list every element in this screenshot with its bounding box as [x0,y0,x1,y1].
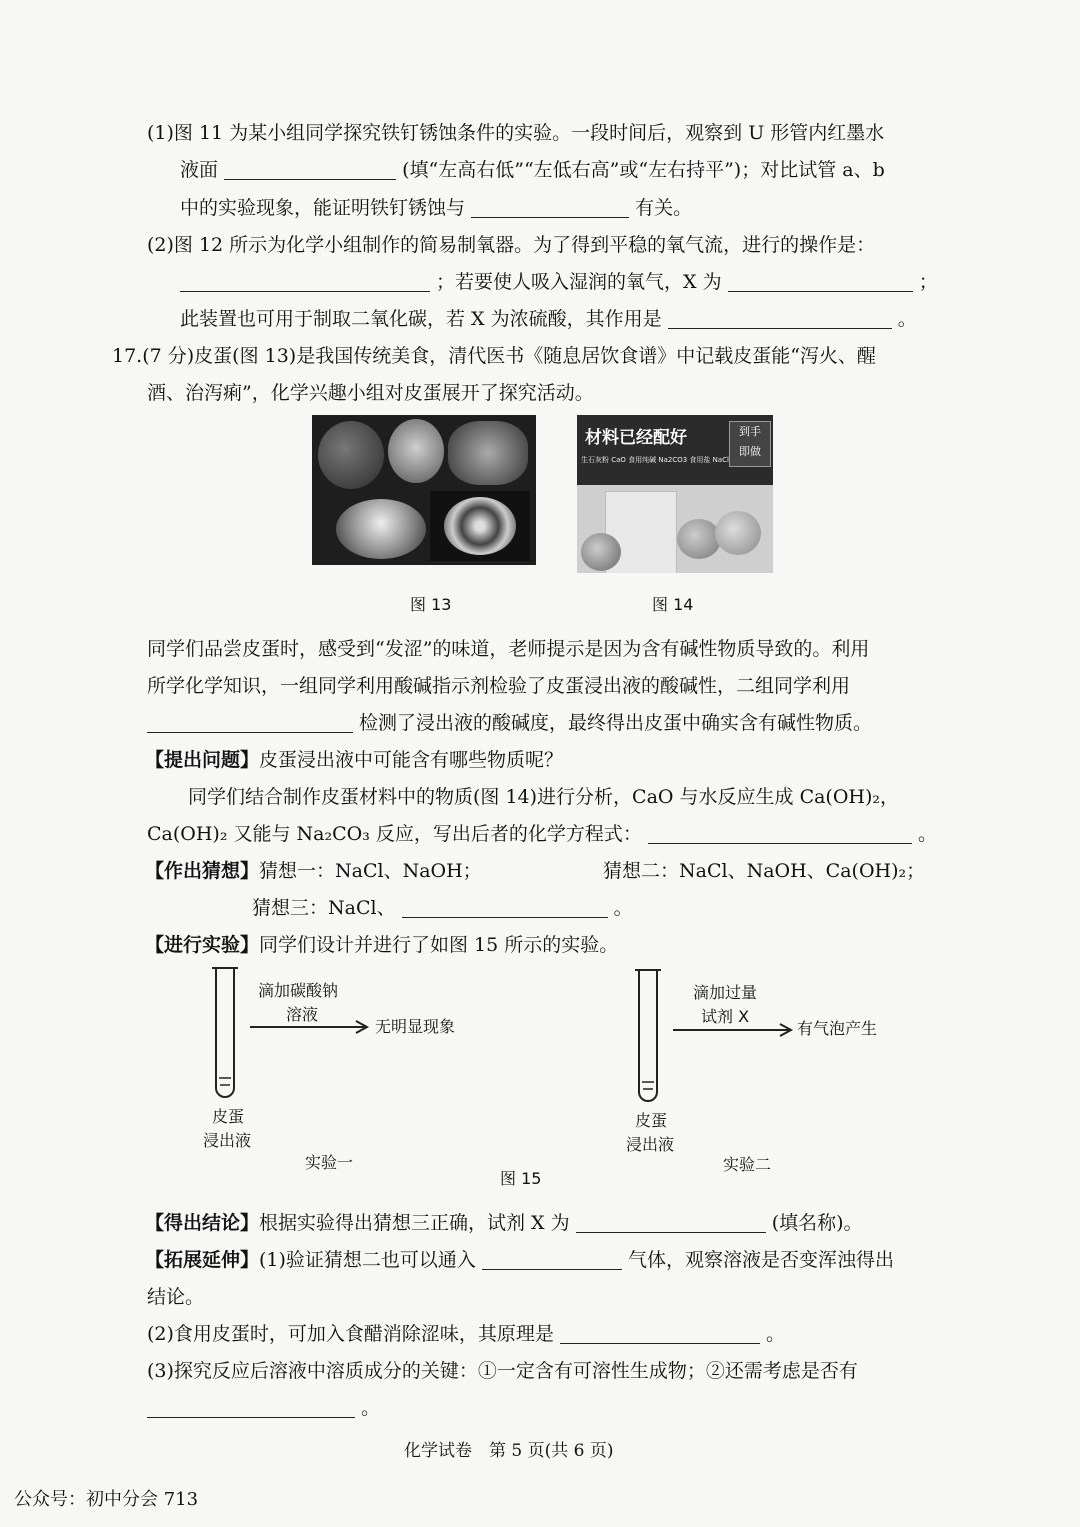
q17-question-text: 皮蛋浸出液中可能含有哪些物质呢？ [259,749,564,771]
q16-part2-text2: 此装置也可用于制取二氧化碳，若 X 为浓硫酸，其作用是 [180,308,662,330]
figure-15-caption: 图 15 [500,1169,542,1188]
q17-analysis-text: Ca(OH)₂ 又能与 Na₂CO₃ 反应，写出后者的化学方程式： [147,823,642,845]
figure-14-item: 食用纯碱 Na2CO3 [628,456,688,464]
q17-extension-text2: 气体，观察溶液是否变浑浊得出 [628,1249,895,1271]
figure-14-banner: 材料已经配好 [585,428,687,448]
q17-experiment-text: 同学们设计并进行了如图 15 所示的实验。 [259,934,619,956]
q16-part2-text: ；若要使人吸入湿润的氧气，X 为 [436,271,722,293]
q17-conclusion-end: (填名称)。 [771,1212,863,1234]
q16-part1-end: 有关。 [635,197,693,219]
q17-extension-line1 [145,1247,894,1273]
exp1-title: 实验一 [305,1153,354,1172]
answer-blank[interactable] [482,1249,622,1270]
q17-conclusion [145,1210,863,1236]
q16-part1-options: (填“左高右低”“左低右高”或“左右持平”)；对比试管 a、b [402,159,885,181]
exp1-reagent: 滴加碳酸钠 [258,981,339,1000]
q17-intro-line1: 17.(7 分)皮蛋(图 13)是我国传统美食，清代医书《随息居饮食谱》中记载皮蛋能“泻火、醒 [112,345,876,367]
exp2-reagent: 滴加过量 [693,983,758,1002]
q17-analysis-end: 。 [917,823,937,845]
exp1-reagent-2: 溶液 [286,1005,319,1024]
section-label: 【得出结论】 [145,1212,260,1234]
q16-part2-line1: (2)图 12 所示为化学小组制作的简易制氧器。为了得到平稳的氧气流，进行的操作是： [147,234,876,256]
q17-extension-text: (1)验证猜想二也可以通入 [259,1249,476,1271]
q16-part2-end: ； [918,271,938,293]
guess-three-end: 。 [613,897,633,919]
exp1-sample: 皮蛋 [212,1107,245,1126]
q17-para1-text: 检测了浸出液的酸碱度，最终得出皮蛋中确实含有碱性物质。 [359,712,873,734]
q17-extension-line5 [147,1395,380,1421]
figure-13-caption: 图 13 [410,595,452,614]
test-tube-icon [212,968,238,1097]
figure-14-caption: 图 14 [652,595,694,614]
q17-extension-line4: (3)探究反应后溶液中溶质成分的关键：①一定含有可溶性生成物；②还需考虑是否有 [147,1360,858,1382]
figure-14-badge-line: 到手 [739,425,761,438]
q17-analysis-line1: 同学们结合制作皮蛋材料中的物质(图 14)进行分析，CaO 与水反应生成 Ca(OH)₂， [188,786,900,808]
answer-blank[interactable] [560,1323,760,1344]
section-label: 【进行实验】 [145,934,260,956]
q16-part1-text: 中的实验现象，能证明铁钉锈蚀与 [180,197,466,219]
answer-blank[interactable] [576,1212,766,1233]
section-label: 【提出问题】 [145,749,260,771]
figure-14-badge-line: 即做 [739,445,761,458]
guess-one: 猜想一：NaCl、NaOH； [259,860,482,882]
exp2-sample-2: 浸出液 [626,1135,675,1154]
section-label: 【拓展延伸】 [145,1249,260,1271]
exp2-result: 有气泡产生 [797,1019,878,1038]
q17-extension2-text: (2)食用皮蛋时，可加入食醋消除涩味，其原理是 [147,1323,554,1345]
guess-three: 猜想三：NaCl、 [252,897,396,919]
q17-extension3-end: 。 [361,1397,381,1419]
exp1-sample-2: 浸出液 [203,1131,252,1150]
test-tube-icon [635,970,661,1101]
q17-extension-line2: 结论。 [147,1286,205,1308]
answer-blank[interactable] [147,1397,355,1418]
section-label: 【作出猜想】 [145,860,260,882]
exp2-sample: 皮蛋 [635,1111,668,1130]
q17-para1-line1: 同学们品尝皮蛋时，感受到“发涩”的味道，老师提示是因为含有碱性物质导致的。利用 [147,638,870,660]
page-footer: 化学试卷 第 5 页(共 6 页) [404,1441,614,1461]
q16-part1-label: 液面 [180,159,219,181]
watermark-text: 公众号：初中分会 713 [14,1489,199,1510]
figure-14-item: 生石灰粉 CaO [581,456,626,464]
q17-extension2-end: 。 [766,1323,786,1345]
exp1-result: 无明显现象 [375,1017,456,1036]
exp2-title: 实验二 [723,1155,772,1174]
figure-14-item: 食用盐 NaCl [689,456,729,464]
q17-para1-line2: 所学化学知识，一组同学利用酸碱指示剂检验了皮蛋浸出液的酸碱性，二组同学利用 [147,675,851,697]
q17-intro-line2: 酒、治泻痢”，化学兴趣小组对皮蛋展开了探究活动。 [147,382,594,404]
q16-part1-line1: (1)图 11 为某小组同学探究铁钉锈蚀条件的实验。一段时间后，观察到 U 形管内红墨水 [147,122,885,144]
q16-part2-end2: 。 [897,308,917,330]
exp2-reagent-2: 试剂 X [701,1007,750,1026]
guess-two: 猜想二：NaCl、NaOH、Ca(OH)₂； [603,860,926,882]
q17-extension-line3 [147,1321,785,1347]
q17-conclusion-text: 根据实验得出猜想三正确，试剂 X 为 [259,1212,570,1234]
